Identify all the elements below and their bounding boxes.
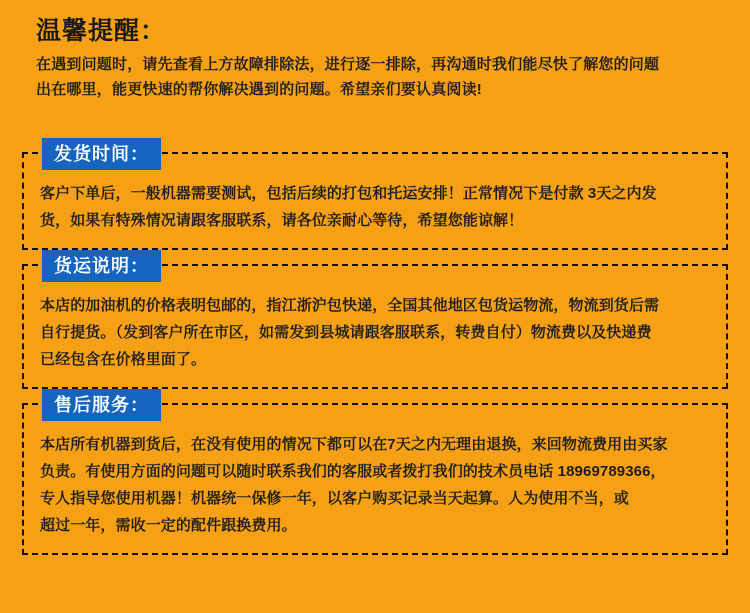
section-line: 货，如果有特殊情况请跟客服联系，请各位亲耐心等待，希望您能谅解！ [40,212,524,229]
section-line: 本店的加油机的价格表明包邮的，指江浙沪包快递，全国其他地区包货运物流，物流到货后需 [40,297,660,314]
notice-line: 在遇到问题时，请先查看上方故障排除法，进行逐一排除，再沟通时我们能尽快了解您的问题 [36,56,660,73]
section-shipping-time [22,144,728,250]
section-label-freight-info: 货运说明： [42,250,161,282]
section-after-sales [22,395,728,555]
section-label-after-sales: 售后服务： [42,389,161,421]
section-line: 本店所有机器到货后，在没有使用的情况下都可以在7天之内无理由退换，来回物流费用由买家 [40,436,668,453]
section-text-shipping-time [40,180,710,234]
section-label-shipping-time: 发货时间： [42,138,161,170]
section-text-after-sales [40,431,710,539]
notice-block [22,0,728,102]
section-line: 负责。有使用方面的问题可以随时联系我们的客服或者拨打我们的技术员电话 18969789366， [40,463,666,480]
notice-title: 温馨提醒： [36,17,167,45]
section-line: 客户下单后，一般机器需要测试，包括后续的打包和托运安排！正常情况下是付款 3天之内发 [40,185,657,202]
section-line: 专人指导您使用机器！机器统一保修一年，以客户购买记录当天起算。人为使用不当，或 [40,490,629,507]
sections-container [22,144,728,555]
section-freight-info [22,256,728,389]
section-text-freight-info [40,292,710,373]
notice-line: 出在哪里，能更快速的帮你解决遇到的问题。希望亲们要认真阅读! [36,81,482,98]
section-line: 已经包含在价格里面了。 [40,351,207,368]
notice-body [36,52,728,102]
section-line: 自行提货。（发到客户所在市区，如需发到县城请跟客服联系，转费自付）物流费以及快递费 [40,324,652,341]
section-line: 超过一年，需收一定的配件跟换费用。 [40,517,297,534]
